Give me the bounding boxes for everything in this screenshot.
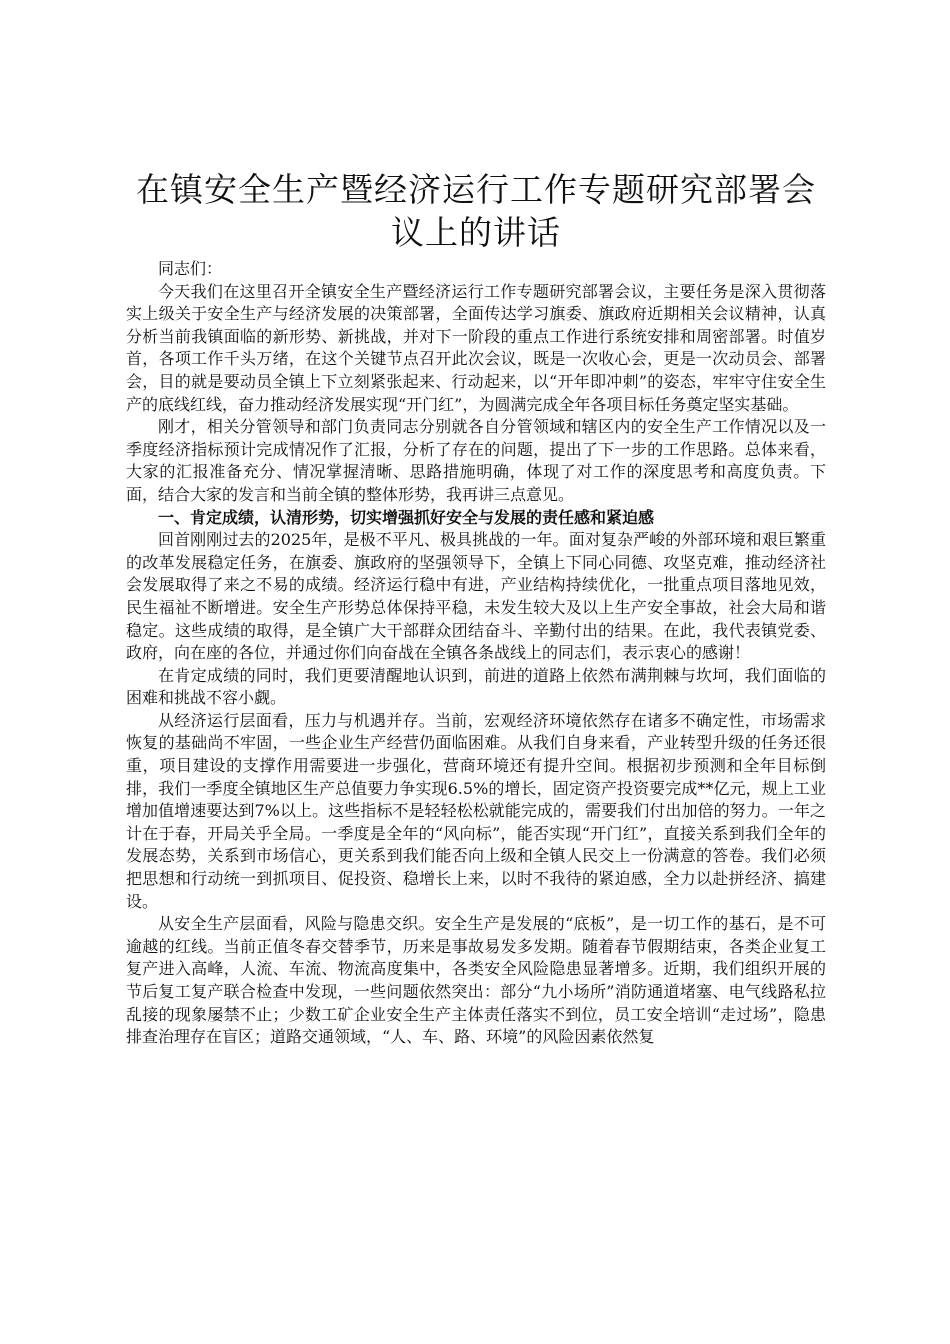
document-title: 在镇安全生产暨经济运行工作专题研究部署会议上的讲话 bbox=[136, 170, 816, 252]
paragraph-achievements: 回首刚刚过去的2025年，是极不平凡、极具挑战的一年。面对复杂严峻的外部环境和艰巨繁重的改革发展稳定任务，在旗委、旗政府的坚强领导下，全镇上下同心同德、攻坚克难，推动经济社会发展取得了来之不易的成绩。经济运行稳中有进，产业结构持续优化，一批重点项目落地见效，民生福祉不断增进。安全生产形势总体保持平稳，未发生较大及以上生产安全事故，社会大局和谐稳定。这些成绩的取得，是全镇广大干部群众团结奋斗、辛勤付出的结果。在此，我代表镇党委、政府，向在座的各位，并通过你们向奋战在全镇各条战线上的同志们，表示衷心的感谢！ bbox=[126, 530, 826, 663]
document-body bbox=[126, 258, 826, 1049]
paragraph-intro: 今天我们在这里召开全镇安全生产暨经济运行工作专题研究部署会议，主要任务是深入贯彻落实上级关于安全生产与经济发展的决策部署，全面传达学习旗委、旗政府近期相关会议精神，认真分析当前我镇面临的新形势、新挑战，并对下一阶段的重点工作进行系统安排和周密部署。时值岁首，各项工作千头万绪，在这个关键节点召开此次会议，既是一次收心会，更是一次动员会、部署会，目的就是要动员全镇上下立刻紧张起来、行动起来，以“开年即冲刺”的姿态，牢牢守住安全生产的底线红线，奋力推动经济发展实现“开门红”，为圆满完成全年各项目标任务奠定坚实基础。 bbox=[126, 281, 826, 414]
section-heading-1: 一、肯定成绩，认清形势，切实增强抓好安全与发展的责任感和紧迫感 bbox=[158, 507, 655, 527]
salutation: 同志们： bbox=[158, 259, 223, 278]
paragraph-challenges: 在肯定成绩的同时，我们更要清醒地认识到，前进的道路上依然布满荆棘与坎坷，我们面临的困难和挑战不容小觑。 bbox=[126, 665, 826, 708]
paragraph-safety: 从安全生产层面看，风险与隐患交织。安全生产是发展的“底板”，是一切工作的基石，是不可逾越的红线。当前正值冬春交替季节，历来是事故易发多发期。随着春节假期结束，各类企业复工复产进入高峰，人流、车流、物流高度集中，各类安全风险隐患显著增多。近期，我们组织开展的节后复工复产联合检查中发现，一些问题依然突出：部分“九小场所”消防通道堵塞、电气线路私拉乱接的现象屡禁不止；少数工矿企业安全生产主体责任落实不到位，员工安全培训“走过场”，隐患排查治理存在盲区；道路交通领域，“人、车、路、环境”的风险因素依然复 bbox=[126, 914, 826, 1047]
paragraph-summary: 刚才，相关分管领导和部门负责同志分别就各自分管领域和辖区内的安全生产工作情况以及一季度经济指标预计完成情况作了汇报，分析了存在的问题，提出了下一步的工作思路。总体来看，大家的汇报准备充分、情况掌握清晰、思路措施明确，体现了对工作的深度思考和高度负责。下面，结合大家的发言和当前全镇的整体形势，我再讲三点意见。 bbox=[126, 417, 826, 504]
paragraph-economy: 从经济运行层面看，压力与机遇并存。当前，宏观经济环境依然存在诸多不确定性，市场需求恢复的基础尚不牢固，一些企业生产经营仍面临困难。从我们自身来看，产业转型升级的任务还很重，项目建设的支撑作用需要进一步强化，营商环境还有提升空间。根据初步预测和全年目标倒排，我们一季度全镇地区生产总值要力争实现6.5%的增长，固定资产投资要完成**亿元，规上工业增加值增速要达到7%以上。这些指标不是轻轻松松就能完成的，需要我们付出加倍的努力。一年之计在于春，开局关乎全局。一季度是全年的“风向标”，能否实现“开门红”，直接关系到我们全年的发展态势，关系到市场信心，更关系到我们能否向上级和全镇人民交上一份满意的答卷。我们必须把思想和行动统一到抓项目、促投资、稳增长上来，以时不我待的紧迫感，全力以赴拼经济、搞建设。 bbox=[126, 710, 826, 911]
document-page bbox=[126, 168, 826, 1049]
